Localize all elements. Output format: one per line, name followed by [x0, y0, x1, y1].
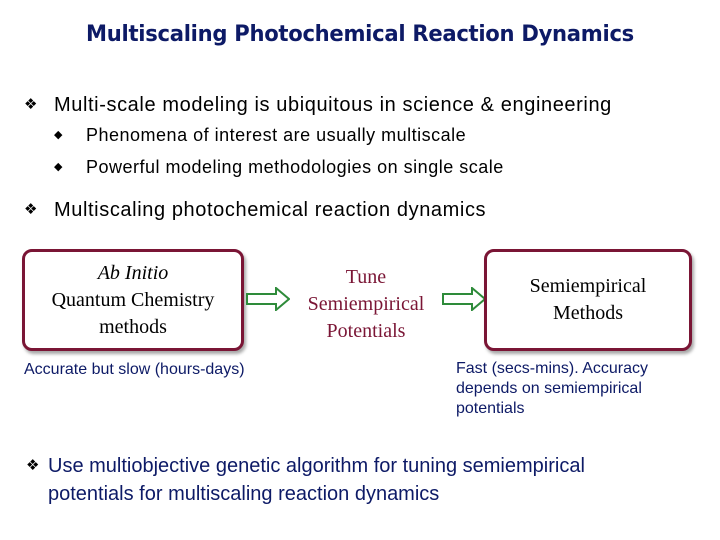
slide-title: Multiscaling Photochemical Reaction Dynamics — [86, 22, 634, 47]
box-line: Methods — [552, 302, 623, 324]
ab-initio-box — [22, 249, 244, 351]
box-line: Ab Initio — [97, 261, 169, 284]
bullet-marker-icon: ❖ — [26, 457, 40, 474]
center-line: Semiempirical — [307, 293, 425, 315]
box-line: methods — [99, 315, 167, 338]
bullet-text: Multiscaling photochemical reaction dynamics — [54, 199, 487, 221]
sub-bullet-marker-icon: ◆ — [54, 129, 63, 141]
tune-potentials-label — [288, 264, 444, 345]
bullet-text: Multi-scale modeling is ubiquitous in science & engineering — [54, 94, 612, 116]
right-note — [456, 359, 716, 419]
bullet-text-continued: potentials for multiscaling reaction dynamics — [48, 483, 440, 505]
center-line: Tune — [345, 266, 387, 288]
sub-bullet-text: Phenomena of interest are usually multiscale — [86, 125, 467, 145]
bullet-marker-icon: ❖ — [24, 96, 38, 113]
note-line: potentials — [456, 400, 525, 417]
sub-bullet-text: Powerful modeling methodologies on single scale — [86, 157, 504, 177]
bullet-text: Use multiobjective genetic algorithm for tuning semiempirical — [48, 455, 585, 477]
box-line: Quantum Chemistry — [51, 288, 215, 311]
left-note: Accurate but slow (hours-days) — [24, 361, 245, 378]
note-line: Fast (secs-mins). Accuracy — [456, 360, 649, 377]
box-line: Semiempirical — [529, 275, 647, 297]
center-line: Potentials — [326, 320, 406, 342]
sub-bullet-marker-icon: ◆ — [54, 161, 63, 173]
right-arrow-icon — [246, 287, 290, 311]
semiempirical-methods-box — [484, 249, 692, 351]
bullet-marker-icon: ❖ — [24, 201, 38, 218]
note-line: depends on semiempirical — [456, 380, 642, 397]
right-arrow-icon — [442, 287, 486, 311]
